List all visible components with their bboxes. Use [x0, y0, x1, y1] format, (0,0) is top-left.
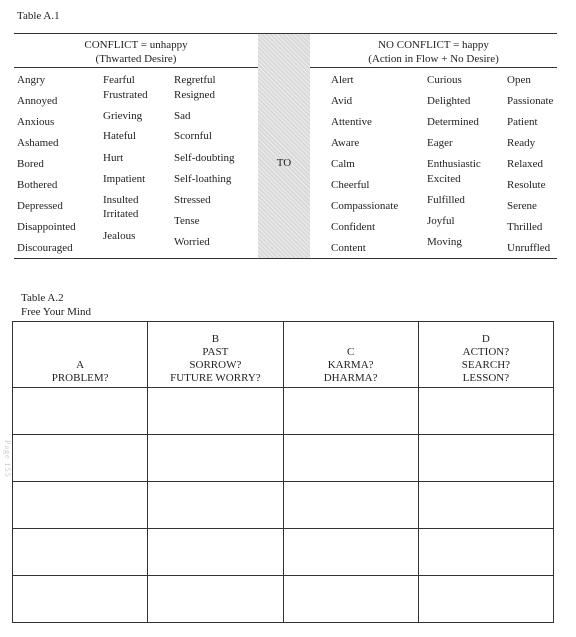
to-divider-band — [258, 34, 310, 258]
emotion-word: Regretful — [174, 74, 216, 86]
column-header-line: LESSON? — [462, 372, 510, 384]
emotion-word: Avid — [331, 95, 353, 107]
column-header-line: B — [211, 333, 220, 345]
emotion-word: Curious — [427, 74, 462, 86]
table-cell[interactable] — [418, 576, 553, 623]
table-cell[interactable] — [418, 388, 553, 435]
table-a1-title: Table A.1 — [17, 10, 60, 22]
column-header-line: ACTION? — [462, 346, 510, 358]
emotion-word: Frustrated — [103, 89, 148, 101]
emotion-word: Serene — [507, 200, 537, 212]
emotion-word: Impatient — [103, 173, 146, 185]
emotion-word: Insulted — [103, 194, 139, 206]
column-header-line: PAST — [202, 346, 229, 358]
emotion-word: Unruffled — [507, 242, 551, 254]
emotion-word: Thrilled — [507, 221, 543, 233]
table-row — [13, 435, 554, 482]
emotion-word: Delighted — [427, 95, 471, 107]
emotion-word: Compassionate — [331, 200, 399, 212]
column-d-header — [418, 322, 553, 388]
emotion-word: Stressed — [174, 194, 211, 206]
table-cell[interactable] — [13, 435, 148, 482]
column-header-line: DHARMA? — [323, 372, 378, 384]
conflict-header-line1: CONFLICT = unhappy — [84, 39, 188, 51]
column-b-header — [148, 322, 283, 388]
emotion-word: Cheerful — [331, 179, 370, 191]
table-cell[interactable] — [148, 388, 283, 435]
emotion-word: Aware — [331, 137, 360, 149]
emotion-word: Alert — [331, 74, 354, 86]
table-cell[interactable] — [148, 435, 283, 482]
emotion-word: Enthusiastic — [427, 158, 481, 170]
table-row — [13, 388, 554, 435]
table-cell[interactable] — [13, 529, 148, 576]
emotion-word: Sad — [174, 110, 191, 122]
table-cell[interactable] — [283, 576, 418, 623]
emotion-word: Hateful — [103, 130, 136, 142]
table-bottom-rule — [14, 258, 557, 259]
emotion-word: Passionate — [507, 95, 554, 107]
emotion-word: Attentive — [331, 116, 372, 128]
emotion-word: Relaxed — [507, 158, 544, 170]
emotion-word: Discouraged — [17, 242, 73, 254]
emotion-word: Anxious — [17, 116, 55, 128]
table-a2-title-line: Table A.2 — [21, 292, 64, 304]
emotion-word: Scornful — [174, 130, 212, 142]
table-cell[interactable] — [418, 529, 553, 576]
table-cell[interactable] — [148, 576, 283, 623]
column-header-line: A — [76, 359, 85, 371]
emotion-word: Eager — [427, 137, 453, 149]
emotion-word: Self-doubting — [174, 152, 235, 164]
emotion-word: Grieving — [103, 110, 143, 122]
table-cell[interactable] — [418, 482, 553, 529]
emotion-word: Disappointed — [17, 221, 76, 233]
emotion-word: Excited — [427, 173, 461, 185]
emotion-word: Depressed — [17, 200, 63, 212]
table-cell[interactable] — [283, 482, 418, 529]
table-cell[interactable] — [13, 576, 148, 623]
emotion-word: Moving — [427, 236, 462, 248]
emotion-word: Determined — [427, 116, 479, 128]
emotion-word: Calm — [331, 158, 355, 170]
emotion-word: Fulfilled — [427, 194, 465, 206]
emotion-word: Tense — [174, 215, 200, 227]
column-header-line: KARMA? — [327, 359, 374, 371]
column-header-line: SORROW? — [189, 359, 242, 371]
emotion-word: Patient — [507, 116, 538, 128]
free-your-mind-table — [12, 321, 554, 623]
column-header-line: D — [481, 333, 490, 345]
table-cell[interactable] — [13, 388, 148, 435]
table-a2-title — [21, 291, 91, 319]
emotion-word: Bored — [17, 158, 44, 170]
column-header-line: FUTURE WORRY? — [170, 372, 261, 384]
emotion-word: Irritated — [103, 208, 139, 220]
emotion-word: Ready — [507, 137, 536, 149]
table-cell[interactable] — [148, 482, 283, 529]
table-cell[interactable] — [418, 435, 553, 482]
emotion-word: Open — [507, 74, 531, 86]
emotion-word: Ashamed — [17, 137, 59, 149]
no-conflict-header — [310, 38, 557, 66]
emotion-word: Joyful — [427, 215, 455, 227]
table-header-row — [13, 322, 554, 388]
emotion-word: Hurt — [103, 152, 124, 164]
no-conflict-header-line2: (Action in Flow + No Desire) — [368, 53, 499, 65]
column-header-line: SEARCH? — [461, 359, 511, 371]
table-row — [13, 576, 554, 623]
emotion-word: Annoyed — [17, 95, 58, 107]
emotion-word: Fearful — [103, 74, 135, 86]
emotion-word: Resigned — [174, 89, 215, 101]
emotion-word: Content — [331, 242, 366, 254]
no-conflict-header-line1: NO CONFLICT = happy — [378, 39, 489, 51]
table-row — [13, 482, 554, 529]
table-cell[interactable] — [283, 435, 418, 482]
emotion-word: Confident — [331, 221, 375, 233]
conflict-header-line2: (Thwarted Desire) — [95, 53, 177, 65]
emotion-word: Jealous — [103, 230, 136, 242]
table-row — [13, 529, 554, 576]
to-label: TO — [276, 157, 292, 169]
emotion-word: Worried — [174, 236, 210, 248]
column-c-header — [283, 322, 418, 388]
table-cell[interactable] — [148, 529, 283, 576]
column-a-header — [13, 322, 148, 388]
table-cell[interactable] — [13, 482, 148, 529]
page-watermark: Page 155 — [3, 440, 12, 478]
table-a2-subtitle: Free Your Mind — [21, 306, 91, 318]
table-cell[interactable] — [283, 529, 418, 576]
column-header-line: PROBLEM? — [51, 372, 109, 384]
emotion-word: Bothered — [17, 179, 58, 191]
emotion-word: Resolute — [507, 179, 546, 191]
column-header-line: C — [346, 346, 355, 358]
table-cell[interactable] — [283, 388, 418, 435]
emotion-word: Angry — [17, 74, 46, 86]
conflict-header — [14, 38, 258, 66]
emotion-word: Self-loathing — [174, 173, 232, 185]
